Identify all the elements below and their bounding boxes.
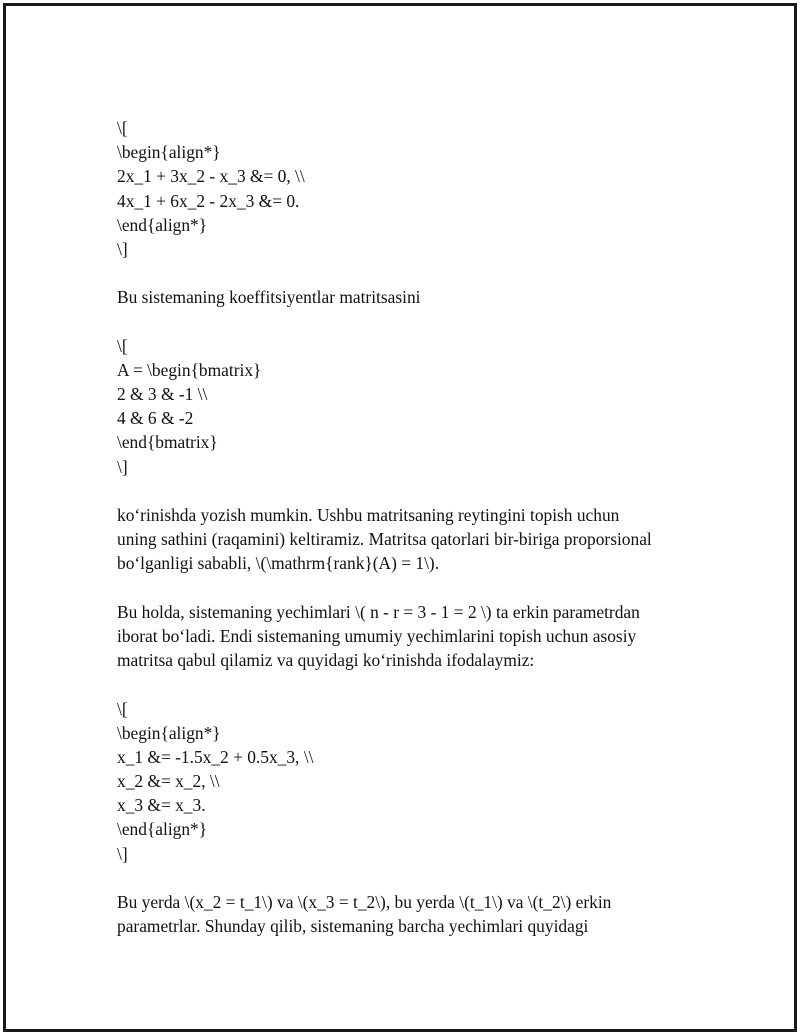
text-line: x_2 &= x_2, \\ (117, 771, 220, 792)
blank-line (117, 310, 717, 334)
text-line: \end{align*} (117, 819, 208, 840)
document-body (117, 116, 717, 938)
text-line: parametrlar. Shunday qilib, sistemaning barcha yechimlari quyidagi (117, 916, 589, 937)
text-line: Bu sistemaning koeffitsiyentlar matritsasini (117, 287, 421, 308)
text-line: uning sathini (raqamini) keltiramiz. Matritsa qatorlari bir-biriga proporsional (117, 529, 652, 550)
text-line: 4x_1 + 6x_2 - 2x_3 &= 0. (117, 190, 300, 211)
text-line: ko‘rinishda yozish mumkin. Ushbu matritsaning reytingini topish uchun (117, 505, 620, 525)
text-line: A = \begin{bmatrix} (117, 359, 262, 380)
text-line: matritsa qabul qilamiz va quyidagi ko‘rinishda ifodalaymiz: (117, 650, 535, 671)
blank-line (117, 576, 717, 600)
text-line: \[ (117, 335, 128, 356)
text-line: x_1 &= -1.5x_2 + 0.5x_3, \\ (117, 746, 314, 767)
text-line: iborat bo‘ladi. Endi sistemaning umumiy yechimlarini topish uchun asosiy (117, 625, 637, 646)
text-line: Bu holda, sistemaning yechimlari \( n - r = 3 - 1 = 2 \) ta erkin parametrdan (117, 601, 640, 622)
blank-line (117, 261, 717, 285)
text-line: \end{align*} (117, 214, 208, 235)
text-line: \] (117, 238, 128, 259)
text-line: \] (117, 456, 128, 477)
text-line: \[ (117, 698, 128, 719)
text-line: \] (117, 843, 128, 864)
text-line: \begin{align*} (117, 142, 221, 163)
text-line: x_3 &= x_3. (117, 795, 206, 816)
text-line: bo‘lganligi sababli, \(\mathrm{rank}(A) = 1\). (117, 553, 440, 574)
text-line: 2 & 3 & -1 \\ (117, 384, 208, 405)
text-line: \begin{align*} (117, 722, 221, 743)
text-line: 2x_1 + 3x_2 - x_3 &= 0, \\ (117, 166, 305, 187)
text-line: \end{bmatrix} (117, 432, 218, 453)
text-line: 4 & 6 & -2 (117, 408, 194, 429)
blank-line (117, 866, 717, 890)
blank-line (117, 479, 717, 503)
text-line: \[ (117, 118, 128, 138)
blank-line (117, 672, 717, 696)
text-line: Bu yerda \(x_2 = t_1\) va \(x_3 = t_2\), bu yerda \(t_1\) va \(t_2\) erkin (117, 892, 612, 912)
